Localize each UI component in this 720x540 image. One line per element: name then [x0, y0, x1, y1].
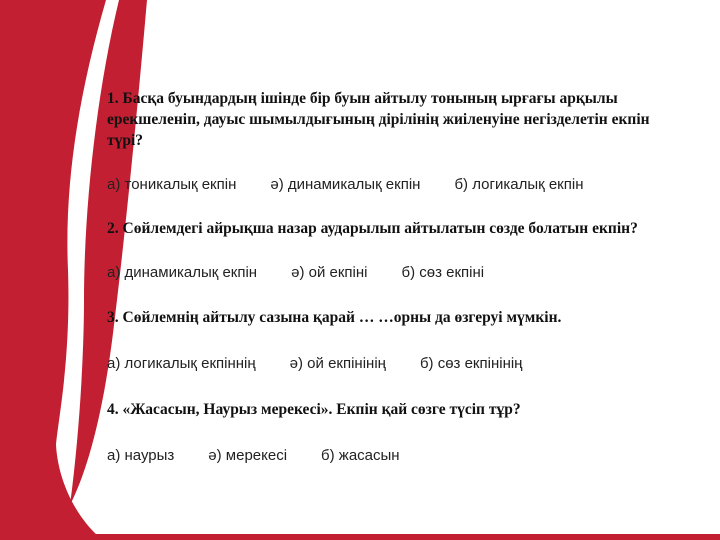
question-2-option-b: ә) ой екпіні	[291, 264, 368, 281]
bottom-red-line	[0, 534, 720, 540]
question-3-option-a: а) логикалық екпіннің	[107, 355, 256, 372]
question-1-option-b: ә) динамикалық екпін	[270, 176, 421, 193]
question-3-text: 3. Сөйлемнің айтылу сазына қарай … …орны да өзгеруі мүмкін.	[107, 309, 562, 326]
question-3-option-b: ә) ой екпінінің	[289, 355, 386, 372]
question-4-text: 4. «Жасасын, Наурыз мерекесі». Екпін қай сөзге түсіп тұр?	[107, 401, 521, 418]
question-1-option-c: б) логикалық екпін	[454, 176, 584, 193]
question-1-options	[107, 176, 675, 194]
question-4-option-a: а) наурыз	[107, 447, 175, 464]
question-3-option-c: б) сөз екпінінің	[419, 355, 523, 372]
question-2-option-c: б) сөз екпіні	[401, 264, 485, 281]
question-4-option-b: ә) мерекесі	[208, 447, 288, 464]
quiz-content	[107, 88, 675, 465]
question-1-text: 1. Басқа буындардың ішінде бір буын айтылу тонының ырғағы арқылы ерекшеленіп, дауыс шымылдығының дірілінің жиіленуіне негізделетін екпін түрі?	[107, 90, 650, 149]
question-2-text: 2. Сөйлемдегі айрықша назар аударылып айтылатын сөзде болатын екпін?	[107, 220, 638, 237]
question-4-option-c: б) жасасын	[321, 447, 400, 464]
question-4-options	[107, 447, 675, 465]
question-2-options	[107, 264, 675, 282]
question-3-options	[107, 355, 675, 373]
question-1-option-a: а) тоникалық екпін	[107, 176, 237, 193]
question-2-option-a: а) динамикалық екпін	[107, 264, 258, 281]
